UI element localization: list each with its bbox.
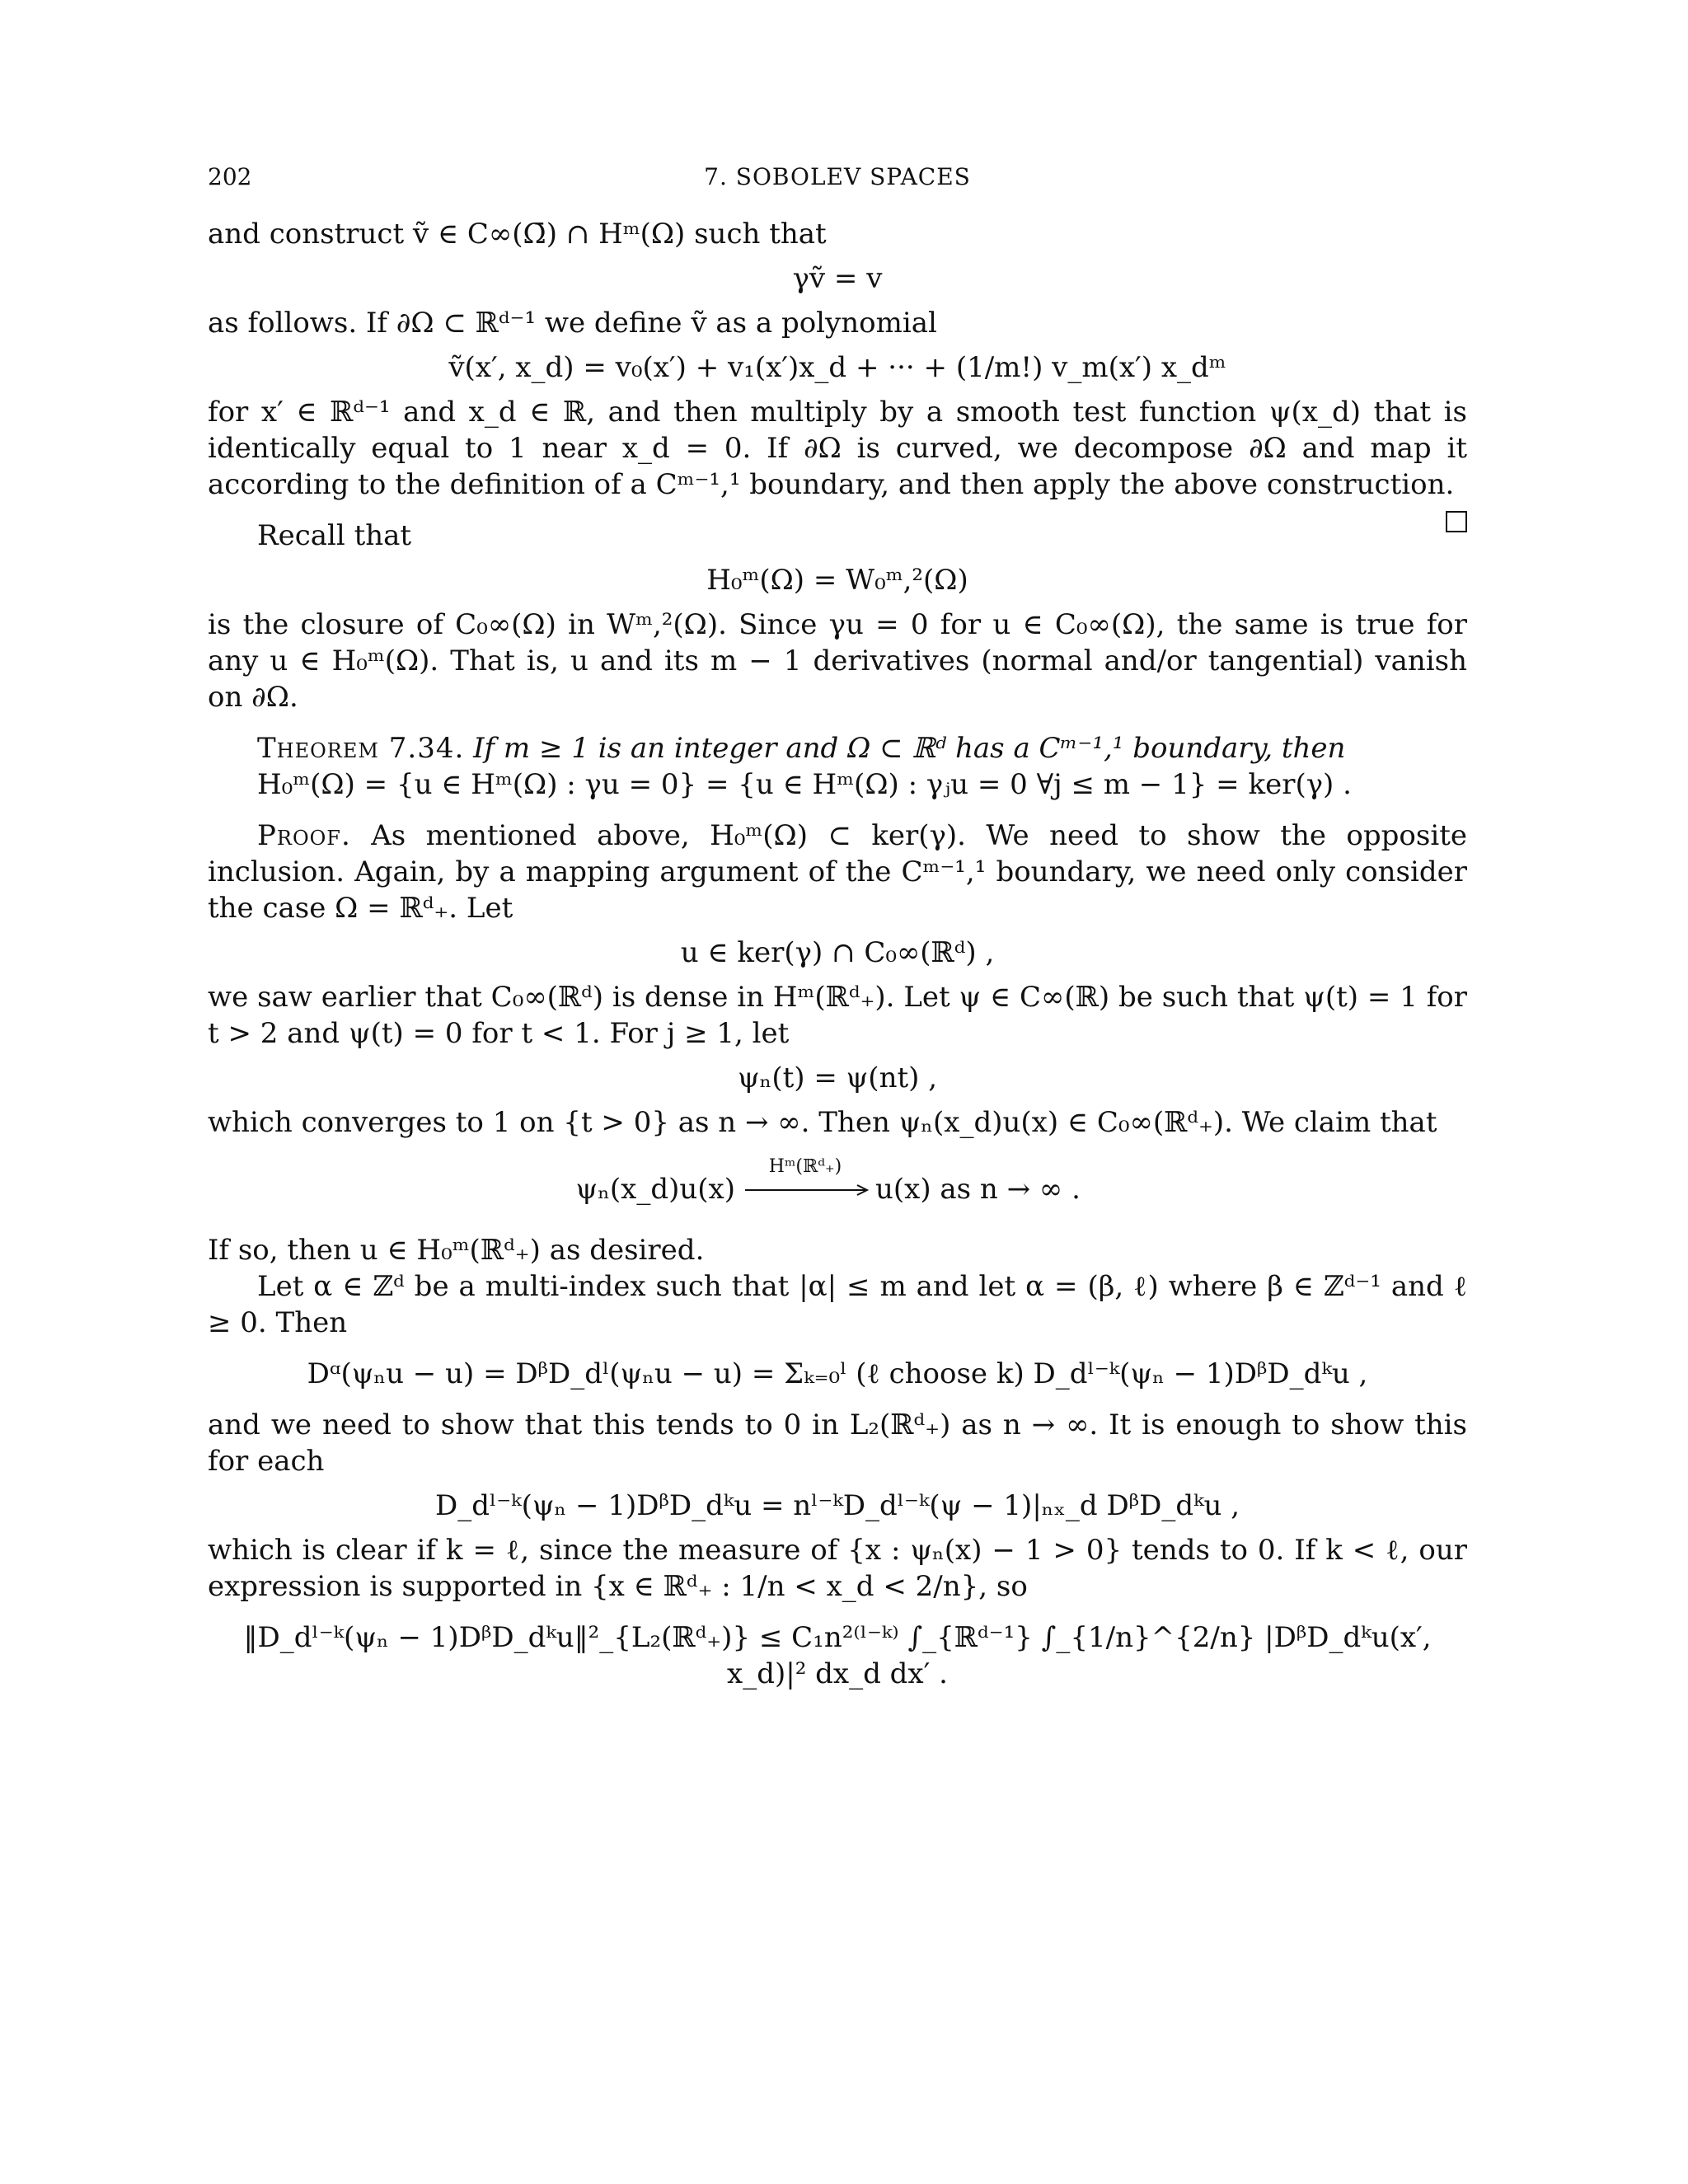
equation-u-in-ker: u ∈ ker(γ) ∩ C₀∞(ℝᵈ) , (680, 936, 995, 969)
theorem-7-34 (208, 730, 1467, 766)
equation-gamma-v: γṽ = v (792, 262, 883, 295)
proof-paragraph (208, 818, 1467, 926)
page-header (208, 159, 1467, 192)
paragraph-measure: which is clear if k = ℓ, since the measure of {x : ψₙ(x) − 1 > 0} tends to 0. If k < ℓ, our expression is supported in {x ∈ ℝᵈ₊ : 1/n < x_d < 2/n}, so (208, 1534, 1467, 1603)
qed-square-icon (1446, 511, 1467, 532)
page-number: 202 (208, 163, 252, 190)
equation-h0m: H₀ᵐ(Ω) = W₀ᵐ,²(Ω) (706, 564, 968, 597)
paragraph-test-function-text: for x′ ∈ ℝᵈ⁻¹ and x_d ∈ ℝ, and then multiply by a smooth test function ψ(x_d) that is identically equal to 1 near x_d = 0. If ∂Ω is curved, we decompose ∂Ω and map it according to the definition of a Cᵐ⁻¹,¹ boundary, and then apply the above construction. (208, 396, 1467, 501)
equation-convergence (208, 1149, 1467, 1224)
paragraph-dense: we saw earlier that C₀∞(ℝᵈ) is dense in Hᵐ(ℝᵈ₊). Let ψ ∈ C∞(ℝ) be such that ψ(t) = 1 for t > 2 and ψ(t) = 0 for t < 1. For j ≥ 1, let (208, 981, 1467, 1050)
theorem-label: Theorem 7.34. (257, 732, 465, 765)
paragraph-test-function (208, 394, 1467, 503)
arrow-label: Hᵐ(ℝᵈ₊) (768, 1156, 842, 1177)
equation-scaling: D_dˡ⁻ᵏ(ψₙ − 1)DᵝD_dᵏu = nˡ⁻ᵏD_dˡ⁻ᵏ(ψ − 1)|ₙₓ_d DᵝD_dᵏu , (434, 1489, 1240, 1522)
paragraph-construct: and construct ṽ ∈ C∞(Ω̄) ∩ Hᵐ(Ω) such that (208, 218, 827, 251)
theorem-statement: If m ≥ 1 is an integer and Ω ⊂ ℝᵈ has a Cᵐ⁻¹,¹ boundary, then (473, 732, 1346, 765)
proof-label: Proof. (257, 819, 351, 852)
convergence-right: u(x) as n → ∞ . (875, 1173, 1081, 1206)
proof-text: As mentioned above, H₀ᵐ(Ω) ⊂ ker(γ). We need to show the opposite inclusion. Again, by a mapping argument of the Cᵐ⁻¹,¹ boundary, we need only consider the case Ω = ℝᵈ₊. Let (208, 819, 1467, 925)
paragraph-closure: is the closure of C₀∞(Ω) in Wᵐ,²(Ω). Since γu = 0 for u ∈ C₀∞(Ω), the same is true for any u ∈ H₀ᵐ(Ω). That is, u and its m − 1 derivatives (normal and/or tangential) vanish on ∂Ω. (208, 608, 1467, 714)
paragraph-multi-index: Let α ∈ ℤᵈ be a multi-index such that |α| ≤ m and let α = (β, ℓ) where β ∈ ℤᵈ⁻¹ and ℓ ≥ 0. Then (208, 1270, 1467, 1339)
paragraph-as-follows: as follows. If ∂Ω ⊂ ℝᵈ⁻¹ we define ṽ as a polynomial (208, 307, 937, 340)
paragraph-recall: Recall that (257, 519, 412, 552)
equation-norm-estimate: ‖D_dˡ⁻ᵏ(ψₙ − 1)DᵝD_dᵏu‖²_{L₂(ℝᵈ₊)} ≤ C₁n²⁽ˡ⁻ᵏ⁾ ∫_{ℝᵈ⁻¹} ∫_{1/n}^{2/n} |DᵝD_dᵏu(x′, x_d)|² dx_d dx′ . (243, 1621, 1432, 1690)
equation-psi-n: ψₙ(t) = ψ(nt) , (737, 1062, 938, 1094)
paragraph-converges: which converges to 1 on {t > 0} as n → ∞. Then ψₙ(x_d)u(x) ∈ C₀∞(ℝᵈ₊). We claim that (208, 1106, 1437, 1139)
equation-kernel: H₀ᵐ(Ω) = {u ∈ Hᵐ(Ω) : γu = 0} = {u ∈ Hᵐ(Ω) : γⱼu = 0 ∀j ≤ m − 1} = ker(γ) . (257, 768, 1352, 801)
paragraph-tends-to-zero: and we need to show that this tends to 0 in L₂(ℝᵈ₊) as n → ∞. It is enough to show this for each (208, 1408, 1467, 1478)
running-title: 7. SOBOLEV SPACES (704, 163, 971, 190)
paragraph-if-so: If so, then u ∈ H₀ᵐ(ℝᵈ₊) as desired. (208, 1234, 705, 1267)
convergence-left: ψₙ(x_d)u(x) (575, 1173, 735, 1206)
equation-polynomial: ṽ(x′, x_d) = v₀(x′) + v₁(x′)x_d + ··· + (1/m!) v_m(x′) x_dᵐ (448, 351, 1226, 384)
convergence-arrow-diagram (208, 1149, 1467, 1215)
page-body (208, 216, 1467, 1700)
equation-leibniz: Dᵅ(ψₙu − u) = DᵝD_dˡ(ψₙu − u) = Σₖ₌₀ˡ (ℓ choose k) D_dˡ⁻ᵏ(ψₙ − 1)DᵝD_dᵏu , (307, 1357, 1368, 1390)
